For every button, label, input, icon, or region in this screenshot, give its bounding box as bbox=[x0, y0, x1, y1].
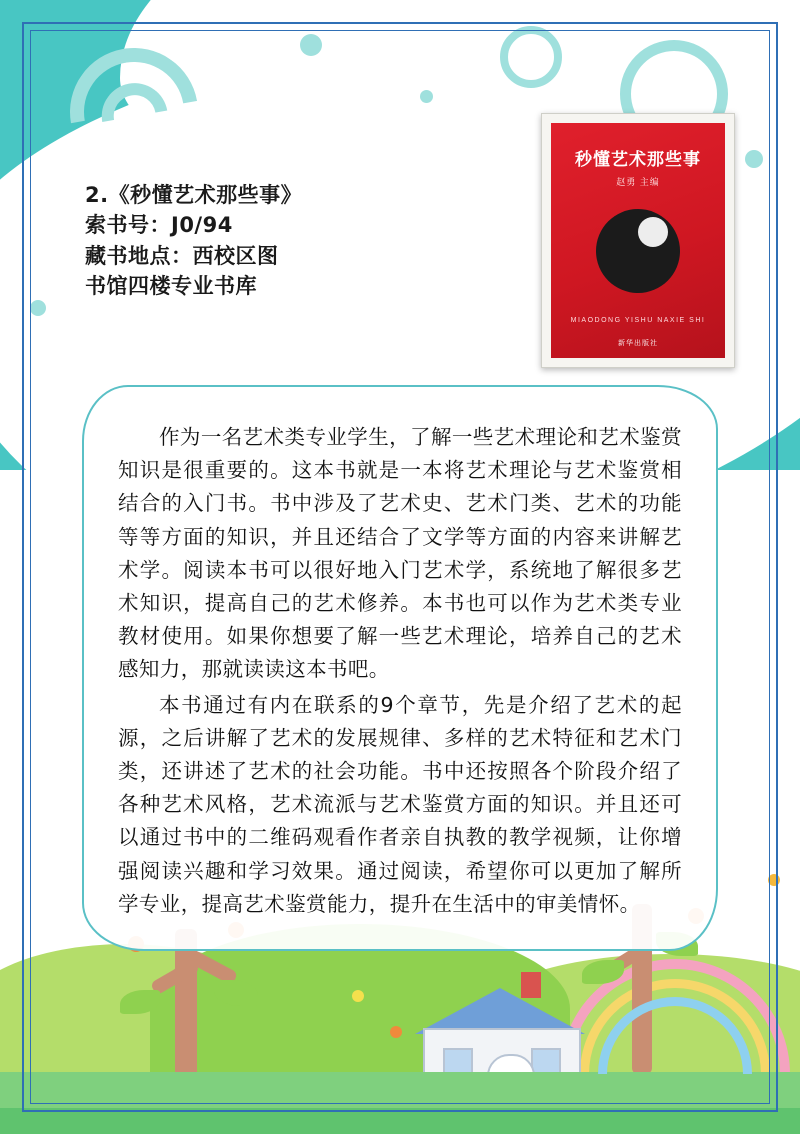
book-call-number: 索书号：J0/94 bbox=[85, 213, 233, 238]
book-info-block bbox=[85, 180, 415, 302]
book-location-line-1: 藏书地点：西校区图 bbox=[85, 243, 279, 268]
book-title: 2.《秒懂艺术那些事》 bbox=[85, 183, 303, 207]
book-cover-photo bbox=[541, 113, 735, 368]
cover-author: 赵勇 主编 bbox=[616, 177, 660, 187]
book-cover-art bbox=[551, 123, 725, 358]
review-paragraph-2: 本书通过有内在联系的9个章节，先是介绍了艺术的起源，之后讲解了艺术的发展规律、多样的艺术特征和艺术门类，还讲述了艺术的社会功能。书中还按照各个阶段介绍了各种艺术风格，艺术流派与艺术鉴赏方面的知识。并且还可以通过书中的二维码观看作者亲自执教的教学视频，让你增强阅读兴趣和学习效果。通过阅读，希望你可以更加了解所学专业，提高艺术鉴赏能力，提升在生活中的审美情怀。 bbox=[118, 692, 682, 916]
cover-publisher: 新华出版社 bbox=[618, 340, 658, 347]
review-paragraph-1: 作为一名艺术类专业学生，了解一些艺术理论和艺术鉴赏知识是很重要的。这本书就是一本将艺术理论与艺术鉴赏相结合的入门书。书中涉及了艺术史、艺术门类、艺术的功能等等方面的知识，并且还结合了文学等方面的内容来讲解艺术学。阅读本书可以很好地入门艺术学，系统地了解很多艺术知识，提高自己的艺术修养。本书也可以作为艺术类专业教材使用。如果你想要了解一些艺术理论，培养自己的艺术感知力，那就读读这本书吧。 bbox=[118, 425, 682, 682]
cover-subtitle-pinyin: MIAODONG YISHU NAXIE SHI bbox=[570, 317, 706, 324]
cover-title: 秒懂艺术那些事 bbox=[575, 150, 701, 170]
book-location-line-2: 书馆四楼专业书库 bbox=[85, 274, 257, 299]
taiji-circle-icon bbox=[596, 209, 680, 293]
taiji-highlight bbox=[638, 217, 668, 247]
review-text-bubble bbox=[82, 385, 718, 951]
